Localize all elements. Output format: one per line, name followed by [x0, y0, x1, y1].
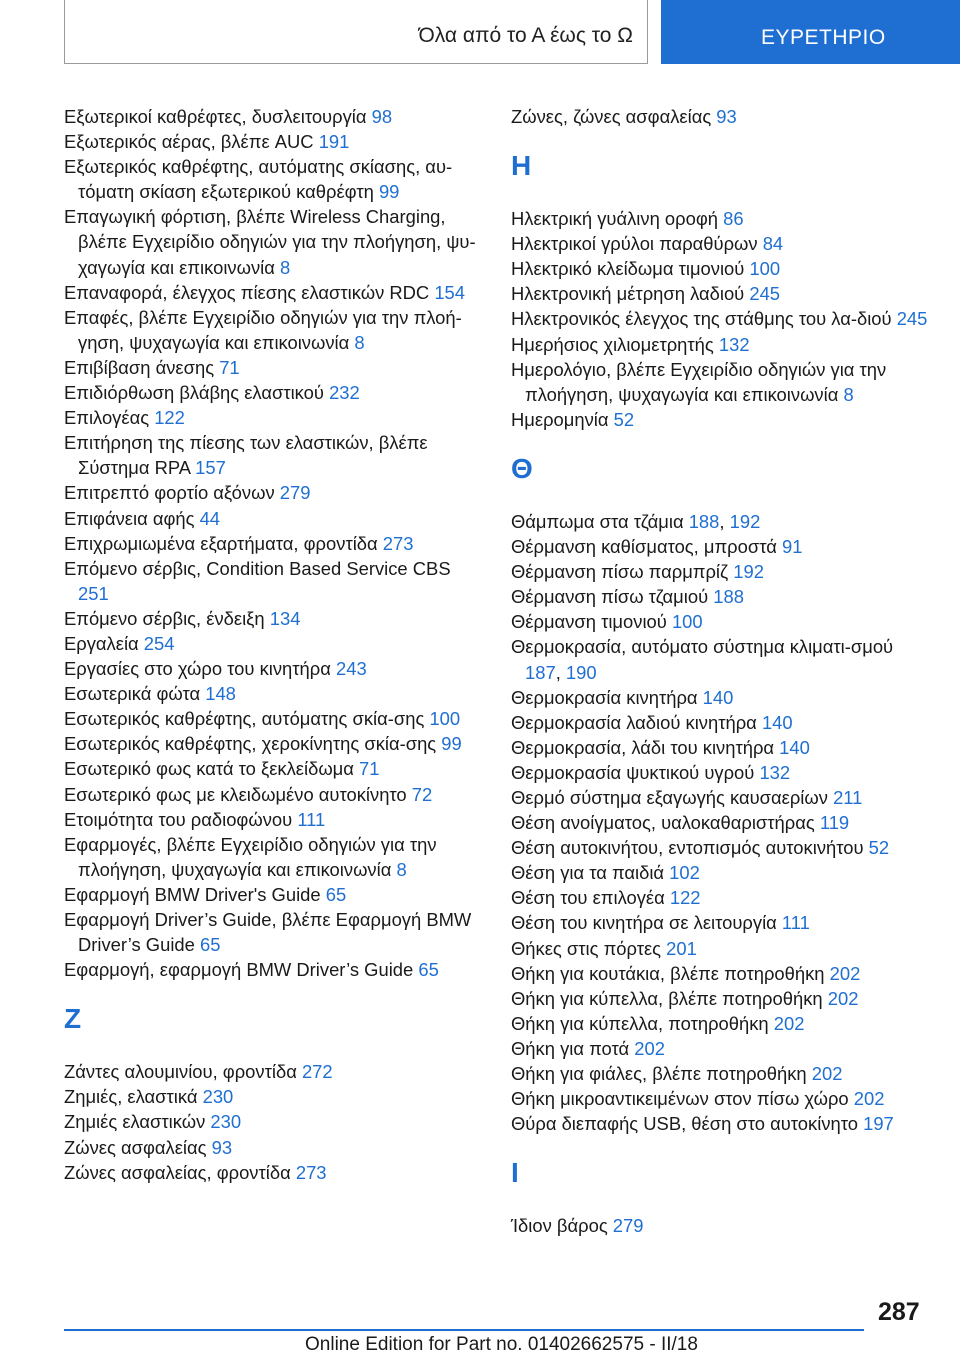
- index-entry-text: Επαναφορά, έλεγχος πίεσης ελαστικών RDC: [64, 281, 435, 303]
- index-entry: [511, 534, 931, 559]
- index-entry: [64, 355, 484, 380]
- index-entry-text: Επιτήρηση της πίεσης των ελαστικών, βλέπε Σύστημα RPA: [64, 432, 428, 479]
- page-link[interactable]: 111: [781, 912, 810, 934]
- index-entry: [511, 1111, 931, 1136]
- page-link[interactable]: 279: [279, 482, 311, 504]
- index-entry-text: Επιβίβαση άνεσης: [64, 356, 220, 378]
- index-entry-text: Θήκη μικροαντικειμένων στον πίσω χώρο: [511, 1088, 854, 1110]
- page-link[interactable]: 65: [199, 934, 221, 956]
- index-entry-text: Θήκη για κύπελλα, βλέπε ποτηροθήκη: [511, 987, 828, 1009]
- page-link[interactable]: 140: [779, 736, 810, 758]
- index-entry-text: Εξωτερικός καθρέφτης, αυτόματης σκίασης, αυ-τόματη σκίαση εξωτερικού καθρέφτη: [64, 156, 453, 203]
- index-column-right: [511, 104, 931, 1238]
- page-link[interactable]: 71: [219, 356, 240, 378]
- index-entry-text: Ηλεκτρικό κλείδωμα τιμονιού: [511, 258, 750, 280]
- index-entry-text: Εσωτερικό φως με κλειδωμένο αυτοκίνητο: [64, 783, 412, 805]
- index-entry-text: Θέση για τα παιδιά: [511, 862, 670, 884]
- index-entry: [64, 907, 484, 957]
- index-entry: [511, 509, 931, 534]
- index-entry: [64, 129, 484, 154]
- index-entry-text: Ημερολόγιο, βλέπε Εγχειρίδιο οδηγιών για την πλοήγηση, ψυχαγωγία και επικοινωνία: [511, 358, 887, 405]
- index-entry-text: Θερμοκρασία ψυκτικού υγρού: [511, 761, 760, 783]
- page-link[interactable]: 245: [749, 283, 781, 305]
- index-entry: [511, 1086, 931, 1111]
- page-link[interactable]: 52: [613, 408, 635, 430]
- index-entry-text: Ημερομηνία: [511, 408, 614, 430]
- section-letter: Z: [64, 1003, 82, 1035]
- index-entry-text: Εφαρμογές, βλέπε Εγχειρίδιο οδηγιών για την πλοήγηση, ψυχαγωγία και επικοινωνία: [64, 833, 437, 880]
- page-link[interactable]: 111: [297, 808, 326, 830]
- index-entry-text: Ζώνες ασφαλείας, φροντίδα: [64, 1161, 296, 1183]
- index-entry: [511, 685, 931, 710]
- index-entry: [64, 1109, 484, 1134]
- page-link[interactable]: 102: [669, 862, 700, 884]
- page-link[interactable]: 187: [525, 661, 556, 683]
- page-separator: ,: [719, 510, 730, 532]
- index-entry: [511, 810, 931, 835]
- index-entry: [511, 584, 931, 609]
- page-separator: ,: [555, 661, 566, 683]
- index-entry: [511, 332, 931, 357]
- page-link[interactable]: 243: [335, 658, 367, 680]
- page-link[interactable]: 140: [702, 686, 734, 708]
- index-entry: [64, 681, 484, 706]
- page-link[interactable]: 232: [329, 382, 360, 404]
- index-entry: [64, 1135, 484, 1160]
- index-entry: [64, 430, 484, 480]
- footer-divider: [64, 1329, 864, 1331]
- index-entry: [64, 1160, 484, 1185]
- index-entry-text: Ηλεκτρικοί γρύλοι παραθύρων: [511, 233, 763, 255]
- index-entry: [64, 405, 484, 430]
- page-link[interactable]: 72: [411, 783, 433, 805]
- index-entry-text: Θάμπωμα στα τζάμια: [511, 510, 689, 532]
- index-entry: [511, 609, 931, 634]
- index-entry: [511, 256, 931, 281]
- index-entry-text: Ζώνες, ζώνες ασφαλείας: [511, 106, 717, 127]
- page-link[interactable]: 273: [382, 532, 414, 554]
- index-entry-text: Ηλεκτρική γυάλινη οροφή: [511, 208, 724, 230]
- page-link[interactable]: 192: [733, 561, 764, 583]
- index-entry: [64, 631, 484, 656]
- page-link[interactable]: 99: [441, 733, 462, 755]
- index-entry: [511, 1011, 931, 1036]
- page-link[interactable]: 8: [396, 858, 407, 880]
- page-link[interactable]: 230: [202, 1086, 234, 1108]
- page-link[interactable]: 8: [280, 256, 291, 278]
- page-link[interactable]: 273: [295, 1161, 327, 1183]
- index-entry-text: Εξωτερικοί καθρέφτες, δυσλειτουργία: [64, 106, 372, 127]
- tab-index-label: ΕΥΡΕΤΗΡΙΟ: [761, 26, 886, 49]
- page-link[interactable]: 254: [143, 632, 175, 654]
- index-entry: [511, 281, 931, 306]
- page-link[interactable]: 100: [671, 611, 703, 633]
- index-entry: [64, 832, 484, 882]
- page-number: 287: [878, 1298, 920, 1326]
- index-entry-text: Επιλογέας: [64, 407, 155, 429]
- page-link[interactable]: 140: [761, 711, 793, 733]
- index-entry-text: Ημερήσιος χιλιομετρητής: [511, 333, 719, 355]
- index-entry: [511, 760, 931, 785]
- index-entry: [511, 1213, 931, 1238]
- page-link[interactable]: 188: [688, 510, 720, 532]
- page-link[interactable]: 202: [773, 1012, 805, 1034]
- page-link[interactable]: 132: [759, 761, 791, 783]
- index-entry-text: Επιχρωμιωμένα εξαρτήματα, φροντίδα: [64, 532, 383, 554]
- index-entry-text: Θήκη για κύπελλα, ποτηροθήκη: [511, 1012, 774, 1034]
- index-entry-text: Επιδιόρθωση βλάβης ελαστικού: [64, 382, 330, 404]
- index-entry-text: Θύρα διεπαφής USB, θέση στο αυτοκίνητο: [511, 1113, 864, 1135]
- index-entry: [64, 154, 484, 204]
- page-link[interactable]: 132: [718, 333, 750, 355]
- page-link[interactable]: 202: [853, 1088, 885, 1110]
- index-entry: [511, 231, 931, 256]
- index-entry: [511, 1061, 931, 1086]
- page-link[interactable]: 188: [713, 586, 744, 608]
- index-entry: [64, 380, 484, 405]
- page-link[interactable]: 98: [371, 106, 393, 127]
- index-entry: [511, 910, 931, 935]
- index-entry: [511, 835, 931, 860]
- index-entry: [511, 1036, 931, 1061]
- index-entry-text: Θέρμανση καθίσματος, μπροστά: [511, 536, 782, 558]
- index-entry-text: Εσωτερικά φώτα: [64, 683, 206, 705]
- index-entry-text: Θήκη για φιάλες, βλέπε ποτηροθήκη: [511, 1063, 812, 1084]
- page-link[interactable]: 197: [863, 1113, 894, 1135]
- index-entry: [511, 986, 931, 1011]
- index-entry-text: Εξωτερικός αέρας, βλέπε AUC: [64, 131, 319, 153]
- page-link[interactable]: 230: [210, 1111, 242, 1133]
- index-entry-text: Ετοιμότητα του ραδιοφώνου: [64, 808, 298, 830]
- index-entry-text: Ηλεκτρονικός έλεγχος της στάθμης του λα-διού: [511, 308, 897, 330]
- page-link[interactable]: 8: [354, 331, 365, 353]
- index-entry: [64, 531, 484, 556]
- index-entry: [511, 407, 931, 432]
- index-entry-text: Εφαρμογή Driver’s Guide, βλέπε Εφαρμογή BMW Driver’s Guide: [64, 909, 472, 956]
- index-entry: [64, 731, 484, 756]
- index-entry-text: Θήκη για κουτάκια, βλέπε ποτηροθήκη: [511, 962, 830, 984]
- index-entry-text: Θέρμανση πίσω παρμπρίζ: [511, 561, 734, 583]
- top-navigation: [0, 0, 960, 66]
- index-entry: [511, 735, 931, 760]
- page-link[interactable]: 122: [154, 407, 185, 429]
- index-entry-text: Θέρμανση τιμονιού: [511, 611, 672, 633]
- page-link[interactable]: 245: [896, 308, 928, 330]
- page-link[interactable]: 202: [811, 1063, 843, 1084]
- page-link[interactable]: 202: [634, 1037, 665, 1059]
- index-entry: [64, 1084, 484, 1109]
- page-link[interactable]: 201: [666, 937, 697, 959]
- index-entry: [64, 882, 484, 907]
- page-link[interactable]: 8: [843, 383, 854, 405]
- index-entry-text: Εφαρμογή, εφαρμογή BMW Driver’s Guide: [64, 959, 419, 981]
- index-entry: [511, 785, 931, 810]
- index-entry-text: Θερμοκρασία, αυτόματο σύστημα κλιματι-σμού: [511, 636, 894, 658]
- index-entry-text: Εργασίες στο χώρο του κινητήρα: [64, 658, 336, 680]
- index-entry-text: Θερμοκρασία κινητήρα: [511, 686, 703, 708]
- page-link[interactable]: 119: [819, 812, 850, 834]
- index-entry: [64, 782, 484, 807]
- index-entry-text: Θέση αυτοκινήτου, εντοπισμός αυτοκινήτου: [511, 837, 869, 859]
- index-entry-text: Ζάντες αλουμινίου, φροντίδα: [64, 1061, 302, 1083]
- index-entry: [64, 204, 484, 279]
- index-entry-text: Θήκες στις πόρτες: [511, 937, 667, 959]
- index-entry-text: Ζώνες ασφαλείας: [64, 1136, 212, 1158]
- index-entry: [64, 807, 484, 832]
- page-link[interactable]: 86: [723, 208, 744, 230]
- index-entry: [64, 280, 484, 305]
- index-entry: [64, 756, 484, 781]
- index-entry-text: Επιφάνεια αφής: [64, 507, 200, 529]
- index-entry: [511, 634, 931, 684]
- index-entry-text: Θερμό σύστημα εξαγωγής καυσαερίων: [511, 786, 834, 808]
- section-letter: H: [511, 150, 532, 182]
- index-entry-text: Επαφές, βλέπε Εγχειρίδιο οδηγιών για την πλοή-γηση, ψυχαγωγία και επικοινωνία: [64, 306, 462, 353]
- page-link[interactable]: 65: [418, 959, 439, 981]
- index-entry-text: Ζημιές ελαστικών: [64, 1111, 211, 1133]
- index-entry-text: Επόμενο σέρβις, ένδειξη: [64, 607, 270, 629]
- index-entry: [64, 556, 484, 606]
- index-entry: [64, 305, 484, 355]
- page-link[interactable]: 52: [868, 837, 890, 859]
- page-link[interactable]: 148: [205, 683, 236, 705]
- index-entry: [511, 885, 931, 910]
- page-link[interactable]: 190: [565, 661, 597, 683]
- index-entry: [64, 104, 484, 129]
- tab-a-to-z[interactable]: [64, 0, 648, 64]
- index-entry-text: Επαγωγική φόρτιση, βλέπε Wireless Charging, βλέπε Εγχειρίδιο οδηγιών για την πλοήγηση, ψυ-χαγωγία και επικοινωνία: [64, 206, 476, 278]
- index-entry-text: Θέση ανοίγματος, υαλοκαθαριστήρας: [511, 812, 820, 834]
- index-entry-text: Θέση του κινητήρα σε λειτουργία: [511, 912, 782, 934]
- page-link[interactable]: 191: [318, 131, 350, 153]
- index-entry-text: Επιτρεπτό φορτίο αξόνων: [64, 482, 280, 504]
- page-link[interactable]: 93: [211, 1136, 233, 1158]
- page-link[interactable]: 134: [269, 607, 301, 629]
- page-link[interactable]: 157: [195, 457, 226, 479]
- index-entry-text: Θερμοκρασία, λάδι του κινητήρα: [511, 736, 780, 758]
- index-entry: [511, 206, 931, 231]
- index-column-left: [64, 104, 484, 1185]
- index-entry: [64, 506, 484, 531]
- page-link[interactable]: 122: [669, 887, 701, 909]
- page-link[interactable]: 93: [716, 106, 737, 127]
- index-entry: [511, 860, 931, 885]
- section-letter: I: [511, 1157, 519, 1189]
- page-link[interactable]: 84: [762, 233, 784, 255]
- page-link[interactable]: 71: [359, 758, 380, 780]
- index-entry: [511, 961, 931, 986]
- index-entry-text: Ηλεκτρονική μέτρηση λαδιού: [511, 283, 750, 305]
- index-entry-text: Εσωτερικός καθρέφτης, χεροκίνητης σκία-σης: [64, 733, 442, 755]
- index-entry-text: Θέρμανση πίσω τζαμιού: [511, 586, 714, 608]
- page-link[interactable]: 91: [781, 536, 803, 558]
- edition-footer: Online Edition for Part no. 01402662575 - II/18: [305, 1334, 698, 1355]
- page-link[interactable]: 65: [325, 883, 347, 905]
- page-link[interactable]: 279: [612, 1215, 644, 1237]
- index-entry: [64, 957, 484, 982]
- page-link[interactable]: 44: [199, 507, 221, 529]
- index-entry: [64, 606, 484, 631]
- section-letter: Θ: [511, 452, 533, 484]
- index-entry: [64, 1059, 484, 1084]
- index-entry-text: Θήκη για ποτά: [511, 1037, 635, 1059]
- tab-a-to-z-label: Όλα από το Α έως το Ω: [418, 24, 633, 47]
- page-link[interactable]: 211: [833, 786, 863, 808]
- index-entry: [64, 480, 484, 505]
- page-link[interactable]: 192: [729, 510, 761, 532]
- index-entry-text: Ίδιον βάρος: [511, 1215, 613, 1237]
- index-entry-text: Εσωτερικός καθρέφτης, αυτόματης σκία-σης: [64, 708, 430, 730]
- index-entry: [64, 706, 484, 731]
- index-entry-text: Ζημιές, ελαστικά: [64, 1086, 203, 1108]
- index-entry-text: Επόμενο σέρβις, Condition Based Service CBS: [64, 557, 451, 579]
- page-link[interactable]: 100: [749, 258, 781, 280]
- index-entry: [511, 357, 931, 407]
- index-entry: [511, 306, 931, 331]
- index-entry-text: Εργαλεία: [64, 632, 144, 654]
- index-entry-text: Εφαρμογή BMW Driver's Guide: [64, 883, 326, 905]
- page-link[interactable]: 100: [429, 708, 461, 730]
- page-link[interactable]: 272: [301, 1061, 333, 1083]
- index-entry: [64, 656, 484, 681]
- index-entry: [511, 104, 931, 129]
- page-link[interactable]: 154: [434, 281, 466, 303]
- page-link[interactable]: 202: [829, 962, 861, 984]
- index-entry-text: Εσωτερικό φως κατά το ξεκλείδωμα: [64, 758, 360, 780]
- tab-index[interactable]: [661, 0, 960, 64]
- page-link[interactable]: 251: [78, 582, 109, 604]
- index-entry-text: Θέση του επιλογέα: [511, 887, 670, 909]
- index-entry: [511, 559, 931, 584]
- index-entry: [511, 710, 931, 735]
- index-entry: [511, 936, 931, 961]
- page-link[interactable]: 202: [827, 987, 859, 1009]
- page-link[interactable]: 99: [378, 181, 400, 203]
- index-entry-text: Θερμοκρασία λαδιού κινητήρα: [511, 711, 762, 733]
